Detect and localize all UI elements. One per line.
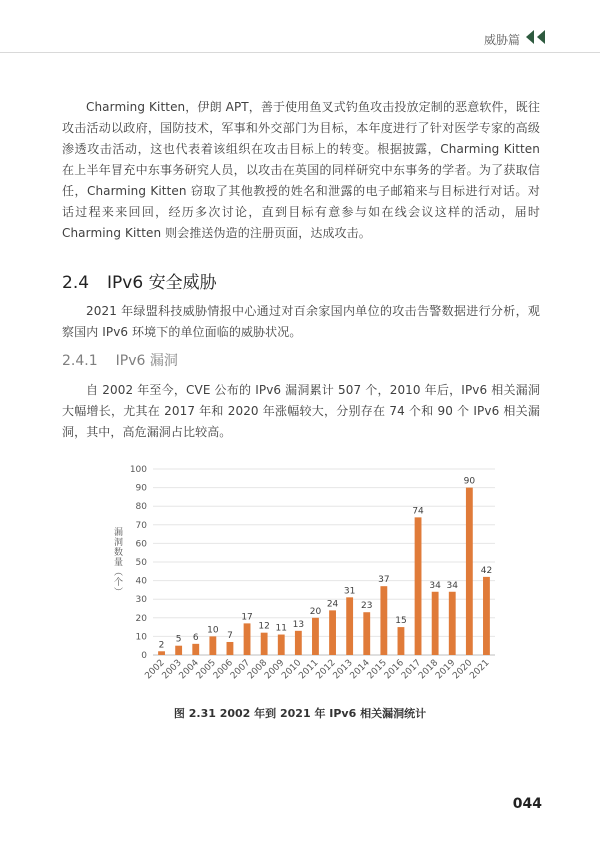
- x-tick-label: 2021: [468, 658, 492, 682]
- bar: [398, 627, 405, 655]
- y-tick-label: 90: [135, 483, 147, 494]
- data-label: 13: [292, 619, 305, 630]
- bar: [261, 633, 268, 655]
- bar: [415, 517, 422, 655]
- section-number: 2.4: [62, 273, 90, 293]
- bar: [209, 636, 216, 655]
- x-tick-label: 2015: [365, 658, 389, 682]
- subsection-heading: [62, 350, 178, 370]
- data-label: 42: [480, 565, 493, 576]
- y-tick-label: 60: [135, 539, 147, 550]
- data-label: 74: [412, 506, 424, 517]
- bar: [449, 592, 456, 655]
- y-tick-label: 100: [129, 465, 147, 475]
- data-label: 24: [326, 599, 339, 610]
- section-title: IPv6 安全威胁: [107, 273, 217, 293]
- section-heading: [62, 268, 217, 293]
- x-tick-label: 2013: [331, 658, 355, 682]
- paragraph-charming-kitten: Charming Kitten，伊朗 APT，善于使用鱼叉式钓鱼攻击投放定制的恶意软件，既往攻击活动以政府，国防技术，军事和外交部门为目标，本年度进行了针对医学专家的高级渗透攻击活动，这也代表着该组织在攻击目标上的转变。根据披露，Charming Kitten 在上半年冒充中东事务研究人员，以攻击在英国的同样研究中东事务的学者。为了获取信任，Charming Kitten 窃取了其他教授的姓名和泄露的电子邮箱来与目标进行对话。对话过程来来回回，经历多次讨论，直到目标有意参与如在线会议这样的活动，届时 Charming Kitten 则会推送伪造的注册页面，达成攻击。: [62, 100, 540, 240]
- bar: [329, 610, 336, 655]
- bar: [244, 623, 251, 655]
- x-tick-label: 2020: [451, 658, 475, 682]
- data-label: 17: [241, 612, 253, 623]
- bar: [363, 612, 370, 655]
- header-section-title: 威胁篇: [483, 33, 520, 47]
- data-label: 34: [446, 580, 458, 591]
- data-label: 7: [227, 630, 233, 641]
- data-label: 12: [258, 621, 270, 632]
- x-tick-label: 2012: [314, 658, 338, 682]
- bar: [175, 646, 182, 655]
- bar: [192, 644, 199, 655]
- x-tick-label: 2019: [434, 658, 458, 682]
- paragraph-ipv6-intro: 2021 年绿盟科技威胁情报中心通过对百余家国内单位的攻击告警数据进行分析，观察国内 IPv6 环境下的单位面临的威胁状况。: [62, 304, 540, 339]
- data-label: 34: [429, 580, 441, 591]
- subsection-title: IPv6 漏洞: [115, 353, 178, 369]
- bar: [346, 597, 353, 655]
- figure-caption: 图 2.31 2002 年到 2021 年 IPv6 相关漏洞统计: [173, 707, 427, 720]
- y-tick-label: 0: [141, 651, 147, 661]
- bar: [380, 586, 387, 655]
- bar: [227, 642, 234, 655]
- data-label: 2: [158, 640, 165, 651]
- header-divider: [0, 52, 600, 53]
- bar: [466, 488, 473, 655]
- data-label: 11: [275, 623, 287, 634]
- data-label: 5: [175, 634, 182, 645]
- x-tick-label: 2007: [228, 658, 253, 682]
- vulnerability-bar-chart: [105, 455, 515, 700]
- x-tick-label: 2017: [399, 658, 424, 682]
- x-tick-label: 2011: [297, 658, 321, 682]
- bar: [295, 631, 302, 655]
- data-label: 6: [192, 632, 199, 643]
- y-tick-label: 10: [135, 632, 147, 643]
- y-tick-label: 50: [135, 558, 147, 568]
- x-tick-label: 2014: [348, 658, 372, 682]
- x-tick-label: 2002: [143, 658, 167, 682]
- bar: [312, 618, 319, 655]
- page-number: 044: [512, 796, 542, 812]
- subsection-number: 2.4.1: [62, 353, 98, 369]
- y-axis-label: 漏洞数量（个）: [112, 527, 122, 597]
- x-tick-label: 2008: [246, 658, 270, 682]
- double-chevron-left-icon: [525, 29, 547, 45]
- data-label: 20: [309, 606, 322, 617]
- bar: [158, 651, 165, 655]
- y-tick-label: 70: [135, 520, 147, 531]
- data-label: 37: [378, 575, 390, 586]
- y-tick-label: 30: [135, 595, 147, 606]
- y-tick-label: 80: [135, 502, 147, 513]
- data-label: 10: [207, 625, 219, 636]
- data-label: 31: [343, 586, 356, 597]
- x-tick-label: 2006: [211, 658, 236, 682]
- bar: [483, 577, 490, 655]
- data-label: 15: [395, 616, 407, 627]
- x-tick-label: 2010: [280, 658, 304, 682]
- x-tick-label: 2003: [160, 658, 184, 682]
- bar: [432, 592, 439, 655]
- y-tick-label: 20: [135, 613, 147, 624]
- paragraph-ipv6-vulns: 自 2002 年至今，CVE 公布的 IPv6 漏洞累计 507 个，2010 年后，IPv6 相关漏洞大幅增长，尤其在 2017 年和 2020 年涨幅较大，分别存在 74 个和 90 个 IPv6 相关漏洞，其中，高危漏洞占比较高。: [62, 383, 540, 439]
- data-label: 23: [361, 601, 373, 612]
- y-tick-label: 40: [135, 576, 147, 587]
- x-tick-label: 2009: [263, 658, 287, 682]
- x-tick-label: 2018: [417, 658, 441, 682]
- bar: [278, 635, 285, 655]
- data-label: 90: [463, 476, 476, 487]
- x-tick-label: 2016: [382, 658, 407, 682]
- x-tick-label: 2004: [177, 658, 201, 682]
- x-tick-label: 2005: [194, 658, 218, 682]
